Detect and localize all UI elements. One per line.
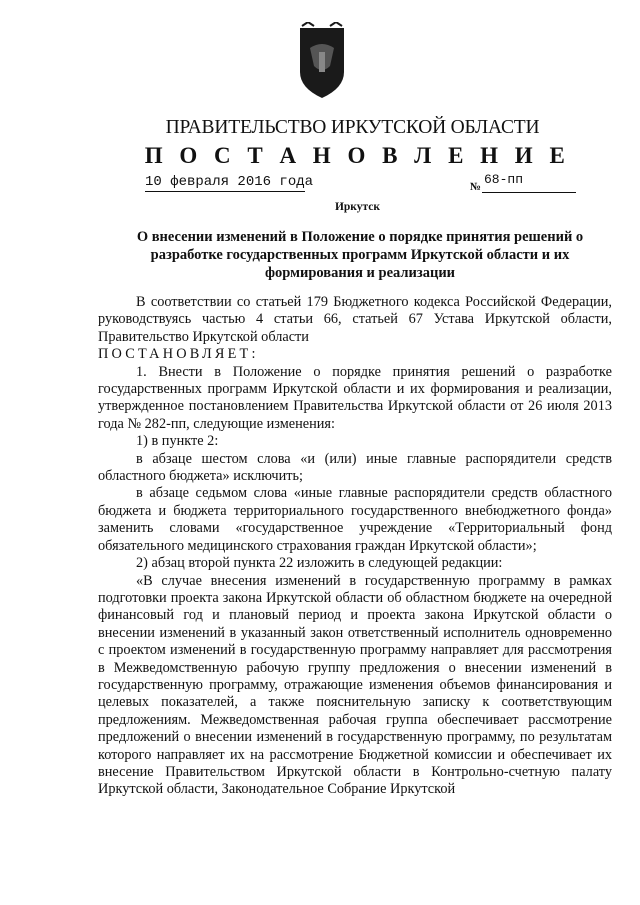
- number-sign: №: [470, 181, 482, 193]
- paragraph-resolves: ПОСТАНОВЛЯЕТ:: [98, 346, 259, 363]
- city: Иркутск: [334, 201, 381, 213]
- document-heading: О внесении изменений в Положение о порядке принятия решений о разработке государственных программ Иркутской области и их формирования и реализации: [136, 229, 584, 281]
- paragraph-subitem-1: 1) в пункте 2:: [136, 433, 219, 450]
- document-date: 10 февраля 2016 года: [145, 174, 314, 190]
- government-title: ПРАВИТЕЛЬСТВО ИРКУТСКОЙ ОБЛАСТИ: [165, 117, 540, 138]
- paragraph-abzac-6: в абзаце шестом слова «и (или) иные главные распорядители средств областного бюджета» исключить;: [98, 450, 612, 485]
- document-body: [98, 294, 612, 799]
- coat-of-arms-icon: [296, 22, 348, 100]
- paragraph-subitem-2: 2) абзац второй пункта 22 изложить в следующей редакции:: [136, 555, 503, 572]
- paragraph-new-text: «В случае внесения изменений в государственную программу в рамках подготовки проекта закона Иркутской области об областном бюджете на очередной финансовый год и плановый период и проекта закона Иркутской области о внесении изменений в указанный закон ответственный исполнитель одновременно с проектом изменений в государственную программу направляет для рассмотрения в Межведомственную рабочую группу предложения о внесении изменений в государственную программу, отражающие изменения объемов финансирования и целевых показателей, а также пояснительную записку к соответствующим предложениям. Межведомственная рабочая группа обеспечивает рассмотрение предложений о внесении изменений в государственную программу, по результатам которого направляет их на рассмотрение Бюджетной комиссии и обеспечивает их внесение Правительством Иркутской области в Контрольно-счетную палату Иркутской области, Законодательное Собрание Иркутской: [98, 572, 612, 798]
- document-type: П О С Т А Н О В Л Е Н И Е: [144, 143, 571, 168]
- paragraph-preamble: В соответствии со статьей 179 Бюджетного кодекса Российской Федерации, руководствуясь частью 4 статьи 66, статьей 67 Устава Иркутской области, Правительство Иркутской области: [98, 294, 612, 345]
- paragraph-abzac-7: в абзаце седьмом слова «иные главные распорядители средств областного бюджета и бюджета территориального государственного внебюджетного фонда» заменить словами «государственное учреждение «Территориальный фонд обязательного медицинского страхования граждан Иркутской области»;: [98, 485, 612, 554]
- document-number: 68-пп: [484, 172, 524, 187]
- paragraph-item-1: 1. Внести в Положение о порядке принятия решений о разработке государственных программ Иркутской области и их формирования и реализации, утвержденное постановлением Правительства Иркутской области от 26 июля 2013 года № 282-пп, следующие изменения:: [98, 363, 612, 432]
